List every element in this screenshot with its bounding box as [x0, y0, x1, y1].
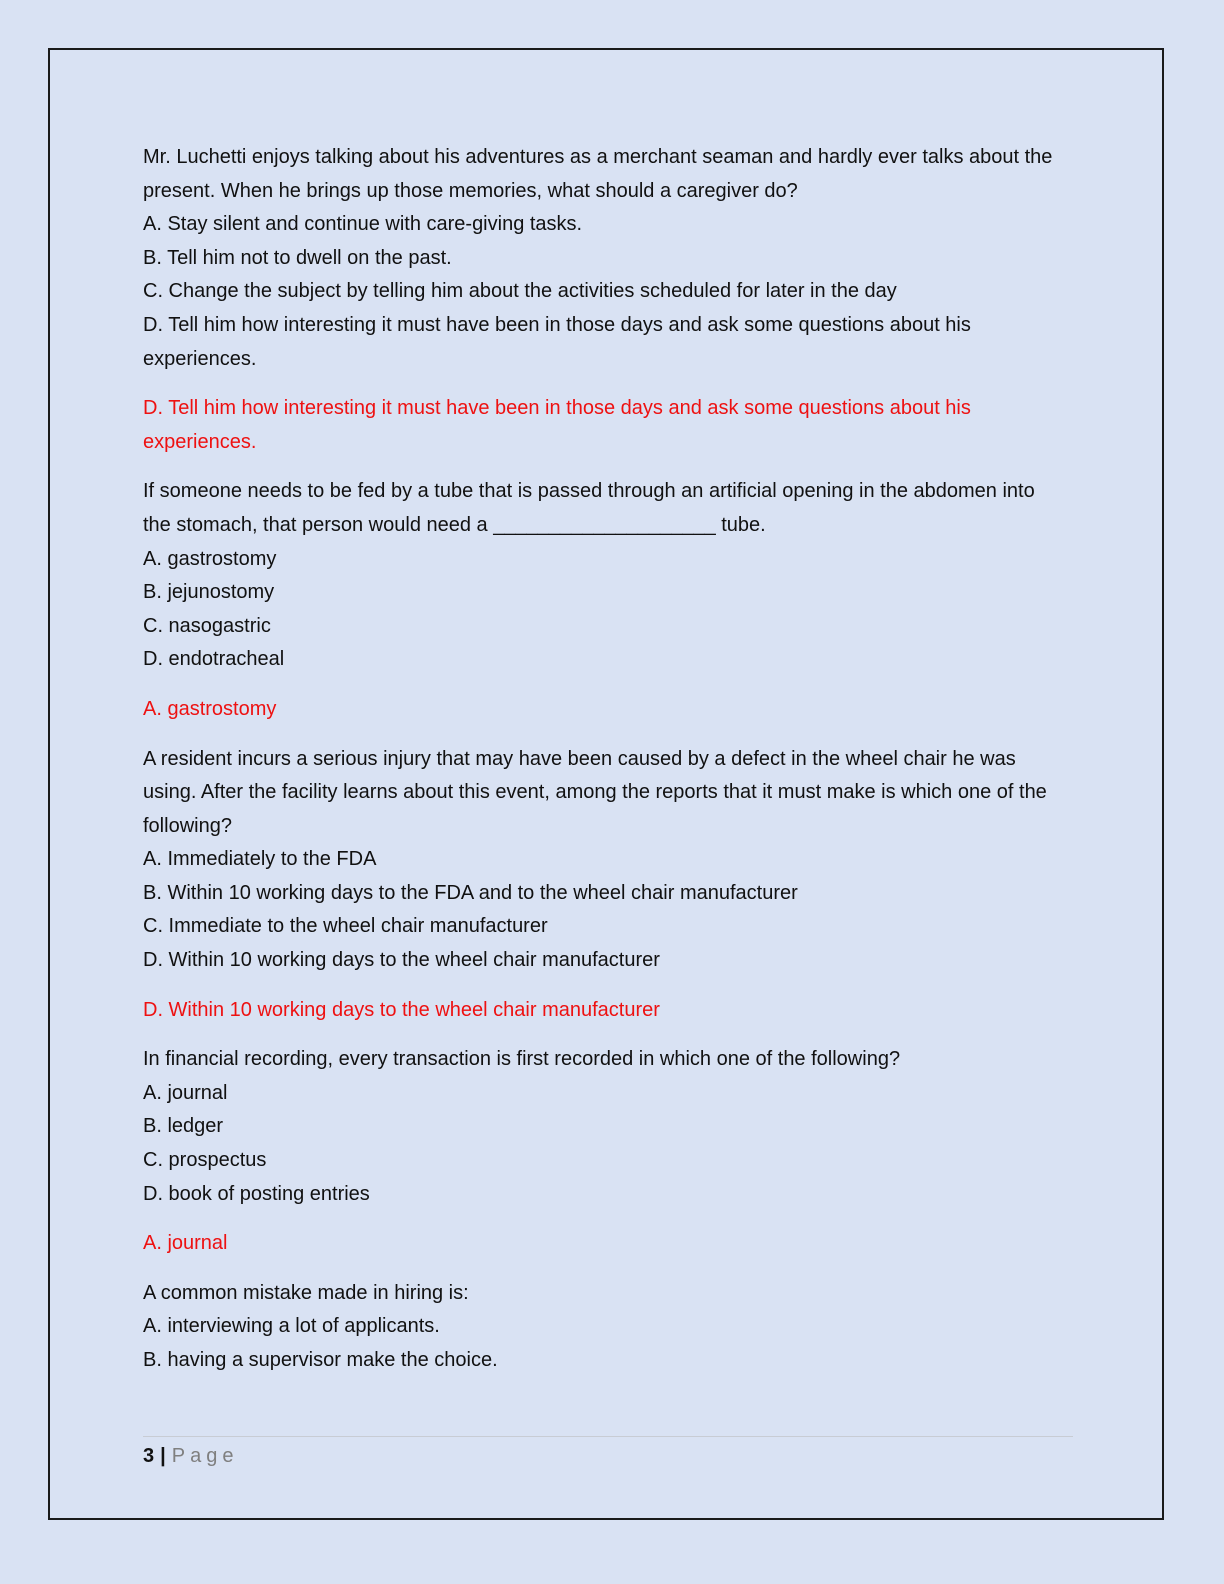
footer-separator: | — [160, 1445, 166, 1467]
question-stem: In financial recording, every transaction is first recorded in which one of the following? — [143, 1048, 901, 1071]
page-label: Page — [171, 1445, 239, 1467]
option-a: A. gastrostomy — [143, 547, 277, 570]
option-b: B. jejunostomy — [143, 581, 275, 604]
option-b: B. having a supervisor make the choice. — [143, 1349, 498, 1371]
answer-3: D. Within 10 working days to the wheel chair manufacturer — [143, 998, 660, 1021]
option-d: D. endotracheal — [143, 648, 285, 671]
answer-4: A. journal — [143, 1232, 228, 1255]
question-stem: A resident incurs a serious injury that may have been caused by a defect in the wheel chair he was using. After the facility learns about this event, among the reports that it must make is which one of the following? — [143, 747, 1047, 837]
page-content — [143, 141, 1063, 1394]
question-stem: If someone needs to be fed by a tube that is passed through an artificial opening in the abdomen into the stomach, that person would need a ____________________ tube. — [143, 480, 1035, 536]
option-b: B. ledger — [143, 1115, 224, 1138]
option-a: A. Stay silent and continue with care-giving tasks. — [143, 213, 583, 236]
answer-1: D. Tell him how interesting it must have been in those days and ask some questions about his experiences. — [143, 397, 971, 453]
option-b: B. Tell him not to dwell on the past. — [143, 246, 452, 269]
option-d: D. book of posting entries — [143, 1182, 370, 1205]
option-d: D. Within 10 working days to the wheel chair manufacturer — [143, 949, 660, 972]
option-c: C. Change the subject by telling him about the activities scheduled for later in the day — [143, 280, 897, 303]
question-4 — [143, 1043, 1063, 1211]
option-d: D. Tell him how interesting it must have been in those days and ask some questions about his experiences. — [143, 313, 971, 370]
option-c: C. Immediate to the wheel chair manufacturer — [143, 915, 548, 938]
question-5 — [143, 1277, 1063, 1378]
question-2 — [143, 475, 1063, 677]
option-c: C. nasogastric — [143, 614, 271, 637]
question-stem: Mr. Luchetti enjoys talking about his adventures as a merchant seaman and hardly ever talks about the present. When he brings up those memories, what should a caregiver do? — [143, 146, 1053, 202]
page-number: 3 — [143, 1445, 155, 1467]
option-c: C. prospectus — [143, 1149, 267, 1172]
option-a: A. journal — [143, 1081, 228, 1104]
question-1 — [143, 141, 1063, 376]
option-a: A. Immediately to the FDA — [143, 848, 377, 871]
answer-2: A. gastrostomy — [143, 697, 277, 720]
option-a: A. interviewing a lot of applicants. — [143, 1315, 440, 1338]
question-3 — [143, 743, 1063, 978]
page-footer — [143, 1436, 1073, 1471]
question-stem: A common mistake made in hiring is: — [143, 1281, 469, 1304]
option-b: B. Within 10 working days to the FDA and to the wheel chair manufacturer — [143, 881, 798, 904]
